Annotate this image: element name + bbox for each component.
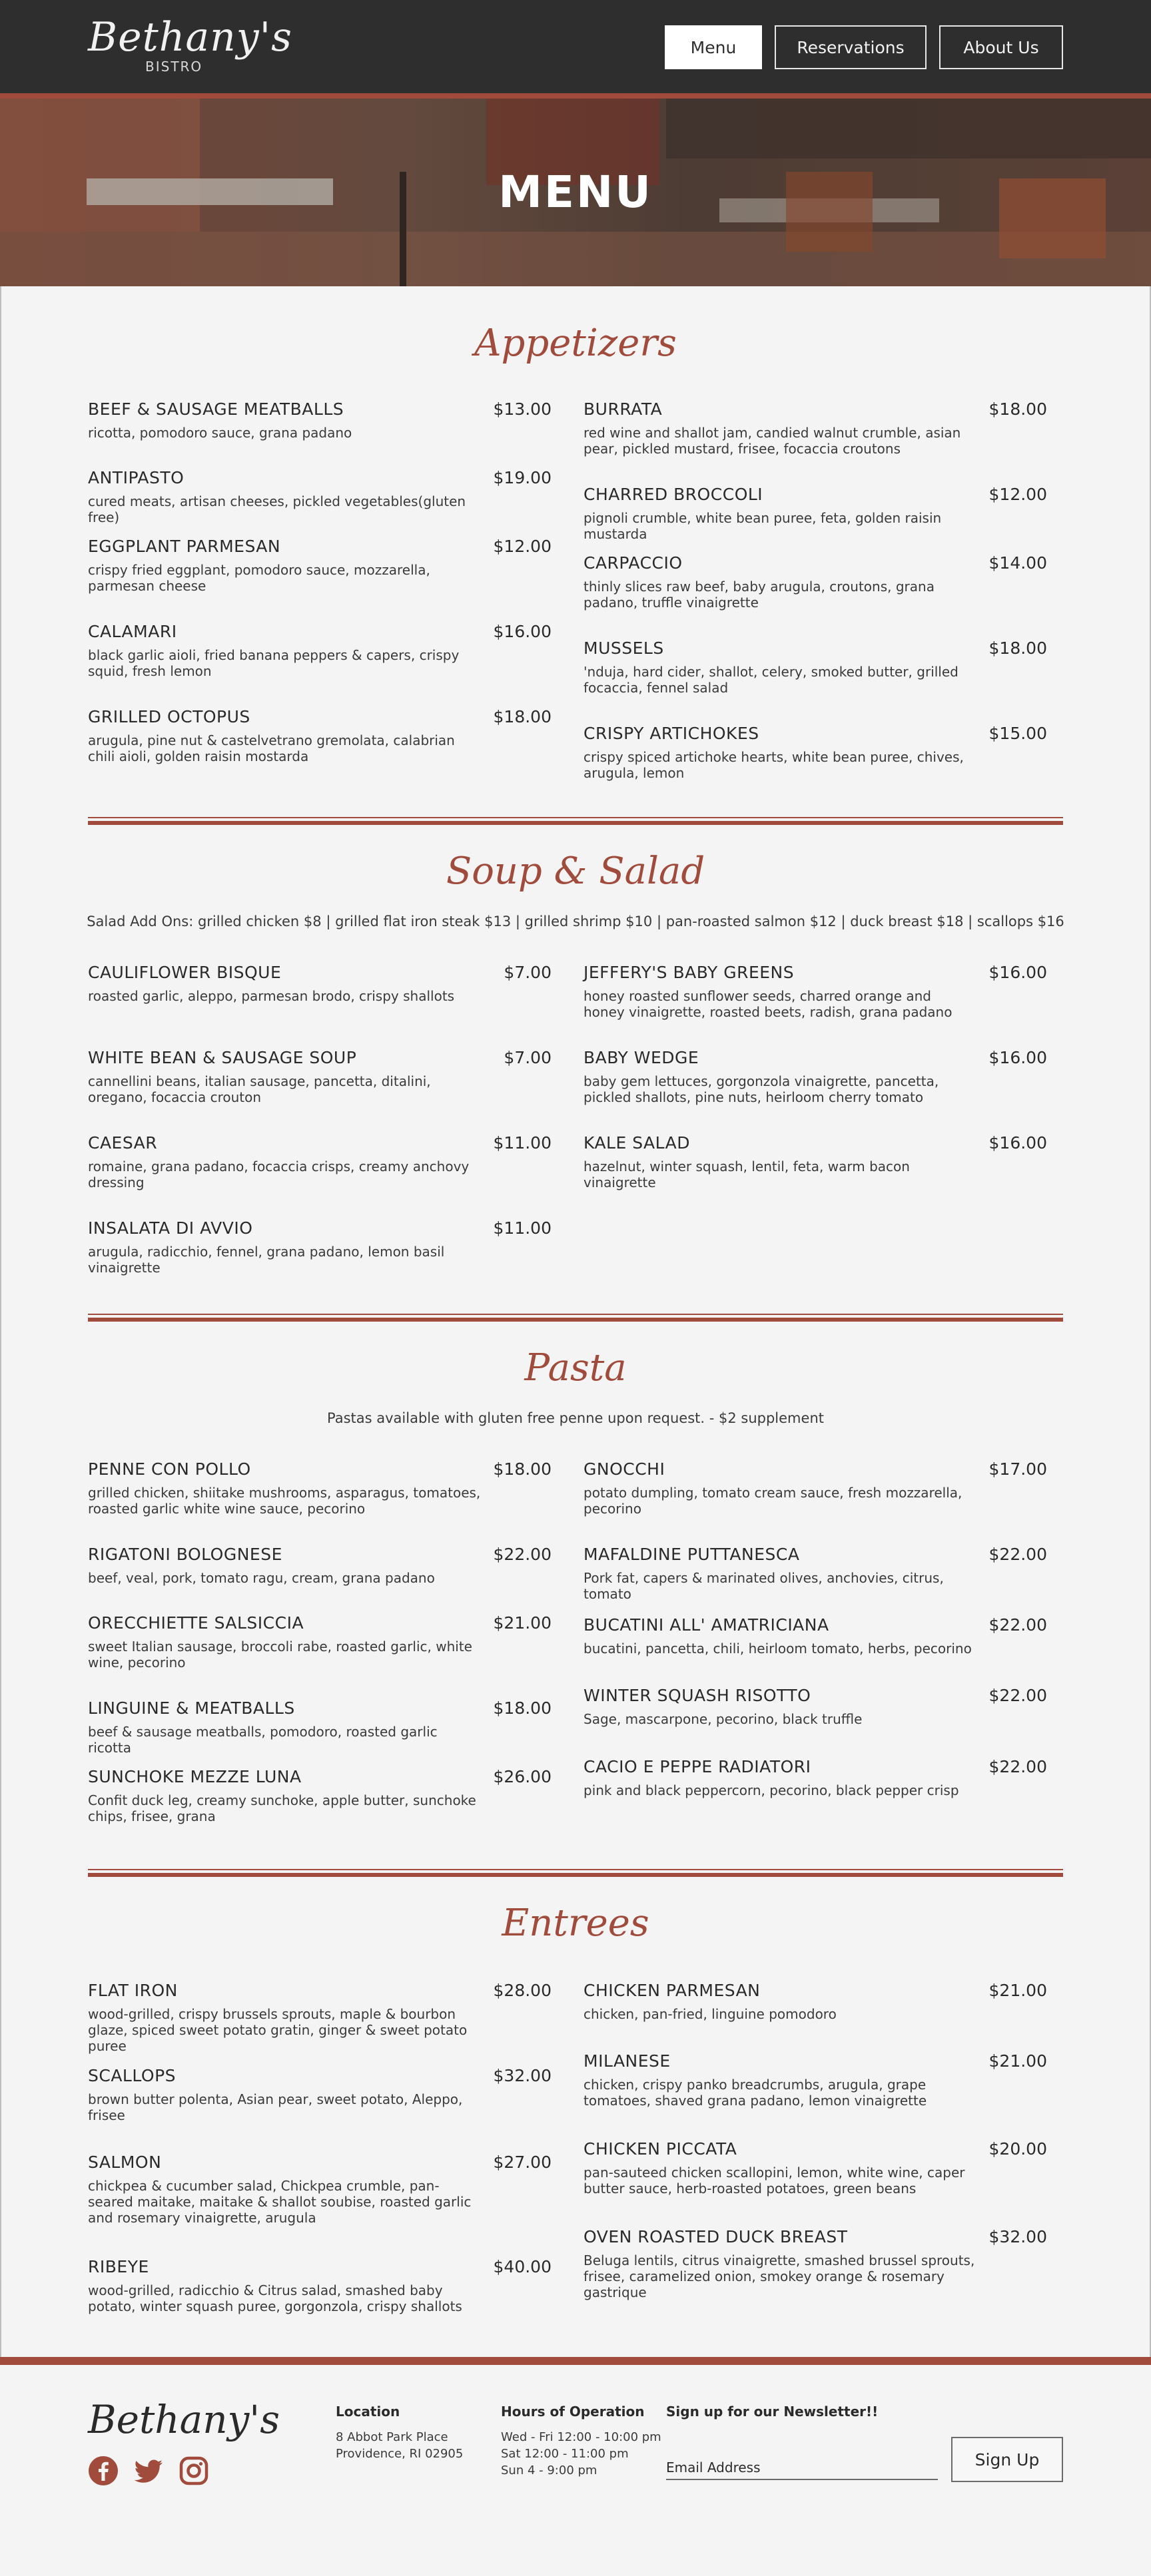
item-desc: crispy fried eggplant, pomodoro sauce, mozzarella, parmesan cheese	[88, 562, 430, 594]
item-price: $22.00	[988, 1615, 1047, 1635]
item-name: WINTER SQUASH RISOTTO	[583, 1686, 811, 1705]
item-name: CHICKEN PARMESAN	[583, 1981, 761, 2000]
nav-about-button[interactable]: About Us	[939, 25, 1063, 69]
email-field-underline[interactable]	[666, 2479, 938, 2480]
site-header	[0, 0, 1151, 93]
pasta-title: Pasta	[524, 1346, 627, 1390]
item-desc: arugula, pine nut & castelvetrano gremolata, calabrian chili aioli, golden raisin mostarda	[88, 732, 455, 764]
item-name: RIBEYE	[88, 2257, 149, 2276]
item-price: $18.00	[493, 1698, 552, 1718]
section-divider	[88, 817, 1063, 825]
item-price: $19.00	[493, 468, 552, 487]
item-name: MUSSELS	[583, 639, 664, 658]
item-price: $16.00	[988, 963, 1047, 982]
item-desc: hazelnut, winter squash, lentil, feta, warm bacon vinaigrette	[583, 1159, 910, 1190]
item-name: SUNCHOKE MEZZE LUNA	[88, 1767, 302, 1786]
item-desc: arugula, radicchio, fennel, grana padano, lemon basil vinaigrette	[88, 1244, 445, 1276]
item-desc: cured meats, artisan cheeses, pickled vegetables(gluten free)	[88, 493, 466, 525]
footer-logo[interactable]: Bethany's	[88, 2397, 280, 2442]
item-price: $22.00	[988, 1757, 1047, 1776]
item-name: JEFFERY'S BABY GREENS	[583, 963, 795, 982]
item-desc: pink and black peppercorn, pecorino, black pepper crisp	[583, 1782, 959, 1798]
hero-banner	[0, 99, 1151, 286]
item-price: $26.00	[493, 1767, 552, 1786]
item-price: $13.00	[493, 399, 552, 419]
item-price: $21.00	[988, 2051, 1047, 2071]
item-desc: pignoli crumble, white bean puree, feta, golden raisin mustarda	[583, 510, 942, 542]
item-name: GRILLED OCTOPUS	[88, 707, 250, 726]
item-desc: brown butter polenta, Asian pear, sweet potato, Aleppo, frisee	[88, 2091, 463, 2123]
logo-subtitle: BISTRO	[145, 59, 203, 75]
hours-heading: Hours of Operation	[501, 2404, 645, 2420]
item-desc: potato dumpling, tomato cream sauce, fresh mozzarella, pecorino	[583, 1485, 962, 1517]
hours-line: Sun 4 - 9:00 pm	[501, 2463, 597, 2477]
item-name: OVEN ROASTED DUCK BREAST	[583, 2227, 848, 2246]
item-desc: wood-grilled, crispy brussels sprouts, maple & bourbon glaze, spiced sweet potato gratin, ginger & sweet potato puree	[88, 2006, 468, 2054]
item-price: $32.00	[988, 2227, 1047, 2246]
item-name: KALE SALAD	[583, 1133, 691, 1153]
item-desc: ricotta, pomodoro sauce, grana padano	[88, 425, 352, 441]
item-price: $27.00	[493, 2153, 552, 2172]
item-price: $21.00	[493, 1613, 552, 1633]
item-desc: cannellini beans, italian sausage, pancetta, ditalini, oregano, focaccia crouton	[88, 1073, 431, 1105]
item-desc: grilled chicken, shiitake mushrooms, asparagus, tomatoes, roasted garlic white wine sauce, pecorino	[88, 1485, 481, 1517]
newsletter-heading: Sign up for our Newsletter!!	[666, 2404, 879, 2420]
header-logo[interactable]	[88, 14, 292, 77]
item-desc: beef & sausage meatballs, pomodoro, roasted garlic ricotta	[88, 1724, 438, 1756]
item-desc: Confit duck leg, creamy sunchoke, apple butter, sunchoke chips, frisee, grana	[88, 1792, 476, 1824]
item-price: $40.00	[493, 2257, 552, 2276]
item-name: CAULIFLOWER BISQUE	[88, 963, 282, 982]
entrees-title: Entrees	[502, 1902, 649, 1945]
item-desc: chicken, pan-fried, linguine pomodoro	[583, 2006, 837, 2022]
location-line: Providence, RI 02905	[336, 2447, 464, 2461]
item-desc: chicken, crispy panko breadcrumbs, arugula, grape tomatoes, shaved grana padano, lemon vinaigrette	[583, 2077, 927, 2109]
hero-title: MENU	[498, 166, 653, 218]
item-desc: bucatini, pancetta, chili, heirloom tomato, herbs, pecorino	[583, 1641, 972, 1657]
hours-line: Sat 12:00 - 11:00 pm	[501, 2447, 629, 2461]
item-desc: honey roasted sunflower seeds, charred orange and honey vinaigrette, roasted beets, radish, grana padano	[583, 988, 953, 1020]
item-desc: roasted garlic, aleppo, parmesan brodo, crispy shallots	[88, 988, 455, 1004]
section-divider	[88, 1869, 1063, 1877]
item-name: FLAT IRON	[88, 1981, 178, 2000]
item-desc: romaine, grana padano, focaccia crisps, creamy anchovy dressing	[88, 1159, 470, 1190]
item-name: CAESAR	[88, 1133, 158, 1153]
item-price: $32.00	[493, 2066, 552, 2085]
item-name: RIGATONI BOLOGNESE	[88, 1545, 282, 1564]
item-price: $21.00	[988, 1981, 1047, 2000]
item-price: $20.00	[988, 2139, 1047, 2159]
footer-stripe	[0, 2357, 1151, 2365]
nav-menu-button[interactable]: Menu	[665, 25, 762, 69]
item-price: $7.00	[504, 1048, 552, 1067]
item-name: EGGPLANT PARMESAN	[88, 537, 281, 556]
item-name: CARPACCIO	[583, 553, 683, 573]
item-price: $18.00	[493, 707, 552, 726]
item-price: $16.00	[988, 1133, 1047, 1153]
item-desc: sweet Italian sausage, broccoli rabe, roasted garlic, white wine, pecorino	[88, 1639, 472, 1671]
item-price: $12.00	[493, 537, 552, 556]
item-price: $16.00	[493, 622, 552, 641]
item-price: $22.00	[988, 1686, 1047, 1705]
item-name: BEEF & SAUSAGE MEATBALLS	[88, 399, 344, 419]
item-desc: Sage, mascarpone, pecorino, black truffle	[583, 1711, 863, 1727]
item-price: $16.00	[988, 1048, 1047, 1067]
item-name: INSALATA DI AVVIO	[88, 1218, 253, 1238]
item-desc: black garlic aioli, fried banana peppers & capers, crispy squid, fresh lemon	[88, 647, 460, 679]
item-desc: beef, veal, pork, tomato ragu, cream, grana padano	[88, 1570, 435, 1586]
item-desc: red wine and shallot jam, candied walnut crumble, asian pear, pickled mustard, frisee, focaccia croutons	[583, 425, 961, 457]
item-price: $18.00	[493, 1459, 552, 1479]
item-name: SALMON	[88, 2153, 162, 2172]
soup-salad-note: Salad Add Ons: grilled chicken $8 | grilled flat iron steak $13 | grilled shrimp $10 | pan-roasted salmon $12 | duck breast $18 | scallops $16	[87, 913, 1064, 929]
item-name: BURRATA	[583, 399, 663, 419]
section-divider	[88, 1314, 1063, 1322]
location-heading: Location	[336, 2404, 400, 2420]
item-name: CRISPY ARTICHOKES	[583, 724, 759, 743]
item-price: $22.00	[988, 1545, 1047, 1564]
item-desc: 'nduja, hard cider, shallot, celery, smoked butter, grilled focaccia, fennel salad	[583, 664, 959, 696]
item-name: CACIO E PEPPE RADIATORI	[583, 1757, 811, 1776]
item-name: ORECCHIETTE SALSICCIA	[88, 1613, 304, 1633]
item-name: CHICKEN PICCATA	[583, 2139, 737, 2159]
item-price: $22.00	[493, 1545, 552, 1564]
item-name: GNOCCHI	[583, 1459, 665, 1479]
item-price: $17.00	[988, 1459, 1047, 1479]
sign-up-button[interactable]: Sign Up	[951, 2437, 1063, 2482]
item-desc: thinly slices raw beef, baby arugula, croutons, grana padano, truffle vinaigrette	[583, 579, 935, 611]
hours-line: Wed - Fri 12:00 - 10:00 pm	[501, 2430, 661, 2444]
item-desc: wood-grilled, radicchio & Citrus salad, smashed baby potato, winter squash puree, gorgonzola, crispy shallots	[88, 2282, 462, 2314]
item-name: BUCATINI ALL' AMATRICIANA	[583, 1615, 829, 1635]
item-name: MILANESE	[583, 2051, 671, 2071]
item-desc: pan-sauteed chicken scallopini, lemon, white wine, caper butter sauce, herb-roasted potatoes, green beans	[583, 2165, 965, 2196]
instagram-icon[interactable]	[179, 2455, 209, 2486]
item-name: MAFALDINE PUTTANESCA	[583, 1545, 800, 1564]
item-desc: Beluga lentils, citrus vinaigrette, smashed brussel sprouts, frisee, caramelized onion, smokey orange & rosemary gastrique	[583, 2252, 975, 2300]
item-name: PENNE CON POLLO	[88, 1459, 251, 1479]
item-price: $7.00	[504, 963, 552, 982]
item-name: BABY WEDGE	[583, 1048, 699, 1067]
item-desc: chickpea & cucumber salad, Chickpea crumble, pan-seared maitake, maitake & shallot soubise, roasted garlic and rosemary vinaigrette, arugula	[88, 2178, 472, 2226]
appetizers-title: Appetizers	[474, 322, 677, 365]
item-name: CALAMARI	[88, 622, 177, 641]
email-field[interactable]: Email Address	[666, 2459, 761, 2475]
item-desc: crispy spiced artichoke hearts, white bean puree, chives, arugula, lemon	[583, 749, 964, 781]
item-price: $28.00	[493, 1981, 552, 2000]
item-price: $18.00	[988, 399, 1047, 419]
nav-reservations-button[interactable]: Reservations	[775, 25, 927, 69]
item-desc: baby gem lettuces, gorgonzola vinaigrette, pancetta, pickled shallots, pine nuts, heirloom cherry tomato	[583, 1073, 939, 1105]
pasta-note: Pastas available with gluten free penne upon request. - $2 supplement	[327, 1410, 824, 1426]
item-price: $12.00	[988, 485, 1047, 504]
item-name: WHITE BEAN & SAUSAGE SOUP	[88, 1048, 357, 1067]
logo-script: Bethany's	[88, 14, 292, 61]
location-line: 8 Abbot Park Place	[336, 2430, 448, 2444]
facebook-icon[interactable]	[88, 2455, 119, 2486]
item-price: $11.00	[493, 1133, 552, 1153]
header-stripe	[0, 93, 1151, 99]
item-name: LINGUINE & MEATBALLS	[88, 1698, 295, 1718]
item-price: $15.00	[988, 724, 1047, 743]
twitter-icon[interactable]	[133, 2455, 164, 2486]
item-price: $14.00	[988, 553, 1047, 573]
soup-salad-title: Soup & Salad	[446, 850, 705, 893]
item-name: ANTIPASTO	[88, 468, 185, 487]
item-name: SCALLOPS	[88, 2066, 177, 2085]
item-price: $18.00	[988, 639, 1047, 658]
item-name: CHARRED BROCCOLI	[583, 485, 763, 504]
item-desc: Pork fat, capers & marinated olives, anchovies, citrus, tomato	[583, 1570, 944, 1602]
item-price: $11.00	[493, 1218, 552, 1238]
